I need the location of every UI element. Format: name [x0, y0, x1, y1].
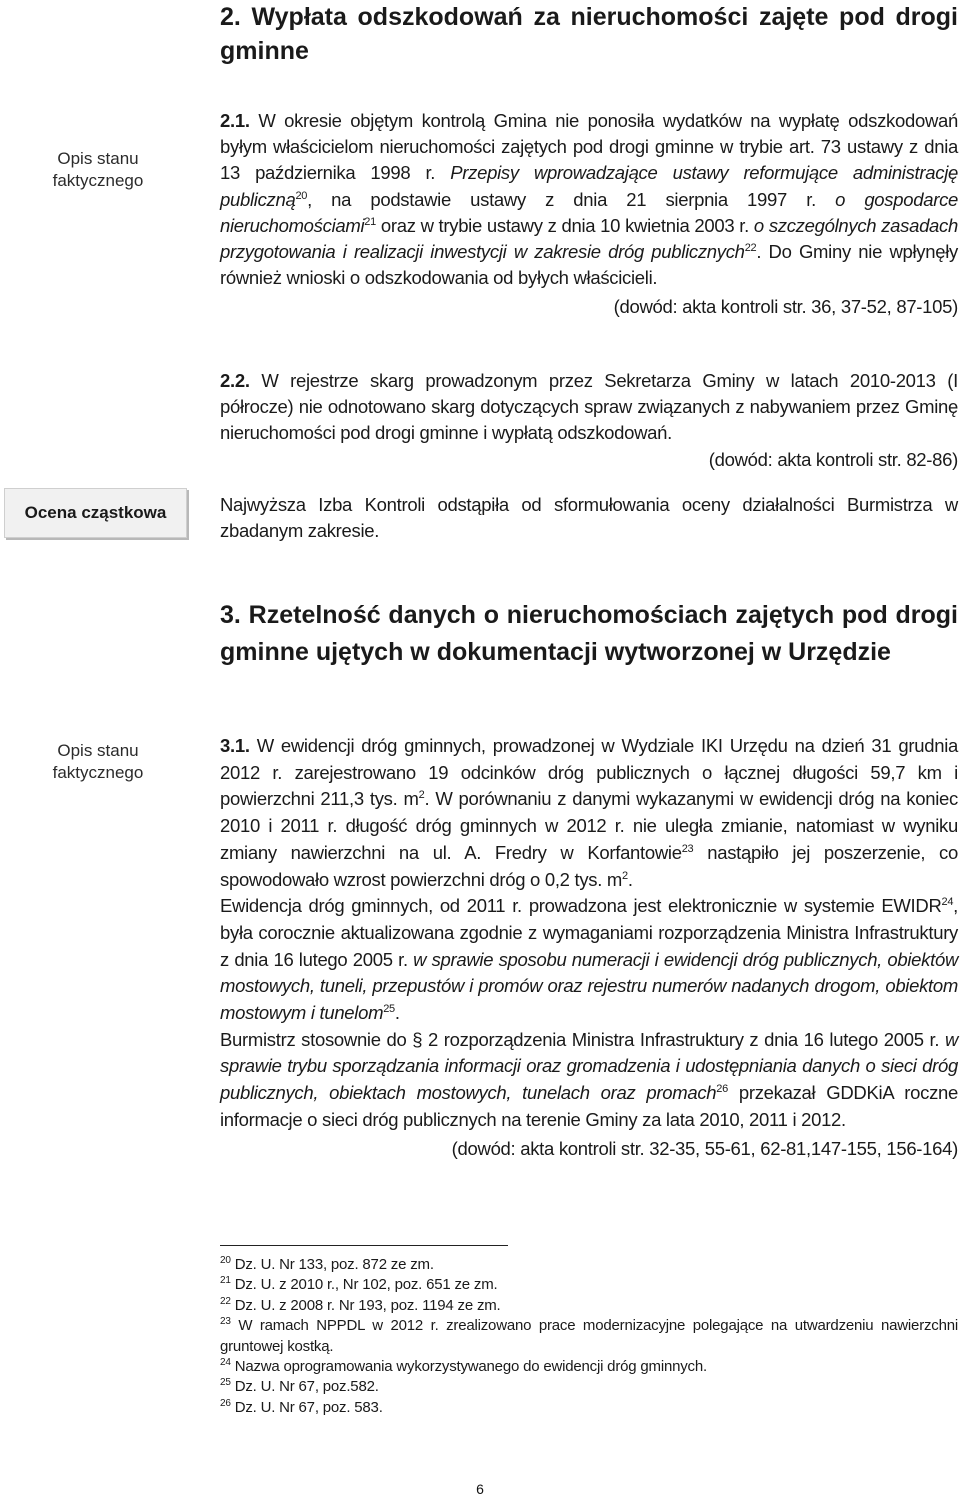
paragraph-text: . W porównaniu z danymi wykazanymi w ewidencji dróg na koniec 2010 i 2011 r. długość dróg gminnych w 2012 r. nie uległa zmianie, natomiast w wyniku zmiany nawierzchni na ul. A. Fredry w Korfantowie — [220, 788, 958, 863]
paragraph-text: nastąpiło jej poszerzenie, co spowodowało wzrost powierzchni dróg o 0,2 tys. m — [220, 841, 958, 890]
footnote-ref-21[interactable]: 21 — [364, 215, 376, 228]
footnote-text: Dz. U. Nr 133, poz. 872 ze zm. — [234, 1256, 434, 1273]
footnote-ref-25[interactable]: 25 — [383, 1002, 395, 1015]
section-3-heading — [220, 597, 958, 670]
footnote-23 — [220, 1316, 958, 1357]
paragraph-text: W rejestrze skarg prowadzonym przez Sekretarza Gminy w latach 2010-2013 (I półrocze) nie odnotowano skarg dotyczących spraw związanych z nabywaniem przez Gminę nieruchomości pod drogi gminne i wypłatą odszkodowań. — [220, 370, 958, 444]
paragraph-text: . — [627, 868, 633, 890]
paragraph-ewidr — [220, 893, 958, 1027]
assessment-text: Najwyższa Izba Kontroli odstąpiła od sformułowania oceny działalności Burmistrza w zbadanym zakresie. — [220, 494, 958, 542]
footnote-text: Dz. U. Nr 67, poz.582. — [234, 1378, 379, 1396]
section-3-title: Rzetelność danych o nieruchomościach zajętych pod drogi gminne ujętych w dokumentacji wytworzonej w Urzędzie — [220, 601, 959, 666]
footnote-26 — [220, 1398, 958, 1418]
paragraph-3-1-main — [220, 733, 958, 893]
footnote-text: Dz. U. z 2008 r. Nr 193, poz. 1194 ze zm. — [234, 1296, 501, 1314]
footnote-number: 26 — [220, 1397, 231, 1409]
act-title: w sprawie trybu sporządzania informacji oraz gromadzenia i udostępniania danych o sieci dróg publicznych, obiektach mostowych, tunelach oraz promach — [220, 1028, 958, 1104]
paragraph-text: Burmistrz stosownie do § 2 rozporządzenia Ministra Infrastruktury z dnia 16 lutego 2005 r. — [220, 1028, 945, 1050]
act-title: w sprawie sposobu numeracji i ewidencji dróg publicznych, obiektów mostowych, tuneli, przepustów i promów oraz rejestru numerów nadanych drogom, obiektom mostowym i tunelom — [220, 948, 959, 1024]
paragraph-text: W okresie objętym kontrolą Gmina nie ponosiła wydatków na wypłatę odszkodowań byłym właścicielom nieruchomości zajętych pod drogi gminne w trybie art. 73 ustawy z dnia 13 października 1998 r. — [220, 110, 958, 184]
footnote-number: 22 — [220, 1295, 231, 1307]
section-3-number: 3. — [220, 601, 241, 629]
page-number: 6 — [476, 1481, 484, 1497]
footnote-24 — [220, 1357, 958, 1377]
footnote-20 — [220, 1255, 958, 1275]
paragraph-burmistrz — [220, 1027, 958, 1134]
superscript: 2 — [622, 869, 628, 882]
footnote-number: 21 — [220, 1275, 231, 1287]
paragraph-text: . — [394, 1002, 400, 1024]
act-title: o gospodarce nieruchomościami — [220, 188, 959, 236]
superscript: 2 — [418, 789, 425, 802]
paragraph-text: W ewidencji dróg gminnych, prowadzonej w Wydziale IKI Urzędu na dzień 31 grudnia 2012 r. zarejestrowano 19 odcinków dróg publicznych o łącznej długości 59,7 km i powierzchni 211,3 tys. m — [220, 735, 958, 810]
footnote-number: 23 — [220, 1316, 231, 1328]
paragraph-3-1 — [220, 733, 958, 1162]
act-title: o szczególnych zasadach przygotowania i realizacji inwestycji w zakresie dróg publicznych — [220, 214, 958, 263]
footnote-text: Dz. U. z 2010 r., Nr 102, poz. 651 ze zm. — [234, 1276, 498, 1294]
footnotes — [220, 1255, 958, 1418]
sidebar-label-fact-1: Opis stanu faktycznego — [52, 149, 144, 190]
paragraph-text: przekazał GDDKiA roczne informacje o sieci dróg publicznych na terenie Gminy za lata 2010, 2011 i 2012. — [220, 1082, 958, 1130]
footnote-ref-24[interactable]: 24 — [941, 896, 954, 909]
section-2-title: Wypłata odszkodowań za nieruchomości zajęte pod drogi gminne — [220, 3, 958, 65]
footnote-text: W ramach NPPDL w 2012 r. zrealizowano prace modernizacyjne polegające na utwardzeniu nawierzchni gruntowej kostką. — [220, 1317, 958, 1355]
footnote-25 — [220, 1377, 958, 1397]
footnote-ref-26[interactable]: 26 — [716, 1082, 728, 1095]
section-2-heading — [220, 0, 958, 68]
footnote-text: Dz. U. Nr 67, poz. 583. — [234, 1398, 383, 1416]
sidebar-label-fact-2: Opis stanu faktycznego — [52, 741, 144, 782]
evidence-reference: (dowód: akta kontroli str. 82-86) — [708, 448, 958, 470]
evidence-reference: (dowód: akta kontroli str. 32-35, 55-61, 62-81,147-155, 156-164) — [451, 1137, 958, 1159]
section-2-number: 2. — [220, 3, 241, 31]
footnote-text: Nazwa oprogramowania wykorzystywanego do ewidencji dróg gminnych. — [234, 1358, 707, 1376]
footnote-number: 24 — [220, 1357, 231, 1369]
paragraph-text: Ewidencja dróg gminnych, od 2011 r. prowadzona jest elektronicznie w systemie EWIDR — [220, 895, 942, 917]
evidence-reference: (dowód: akta kontroli str. 36, 37-52, 87-105) — [613, 296, 958, 318]
footnote-number: 25 — [220, 1377, 231, 1389]
footnote-separator — [220, 1245, 508, 1246]
paragraph-2-1 — [220, 108, 958, 321]
footnote-number: 20 — [220, 1255, 231, 1266]
act-title: Przepisy wprowadzające ustawy reformujące administrację publiczną — [220, 162, 958, 210]
paragraph-text: . Do Gminy nie wpłynęły również wnioski o odszkodowania od byłych właścicieli. — [220, 241, 958, 289]
paragraph-number: 3.1. — [220, 735, 250, 756]
paragraph-text: , była corocznie aktualizowana zgodnie z wymaganiami rozporządzenia Ministra Infrastruktury z dnia 16 lutego 2005 r. — [220, 895, 958, 970]
paragraph-number: 2.2. — [220, 370, 250, 391]
footnote-22 — [220, 1296, 958, 1316]
paragraph-2-2 — [220, 368, 958, 473]
paragraph-text: oraz w trybie ustawy z dnia 10 kwietnia 2003 r. — [375, 214, 754, 236]
paragraph-text: , na podstawie ustawy z dnia 21 sierpnia 1997 r. — [307, 188, 836, 210]
paragraph-number: 2.1. — [220, 110, 250, 131]
footnote-ref-22[interactable]: 22 — [744, 241, 757, 254]
footnote-ref-23[interactable]: 23 — [681, 842, 694, 855]
assessment-label-box: Ocena cząstkowa — [4, 488, 187, 538]
footnote-ref-20[interactable]: 20 — [295, 189, 308, 202]
footnote-21 — [220, 1275, 958, 1295]
